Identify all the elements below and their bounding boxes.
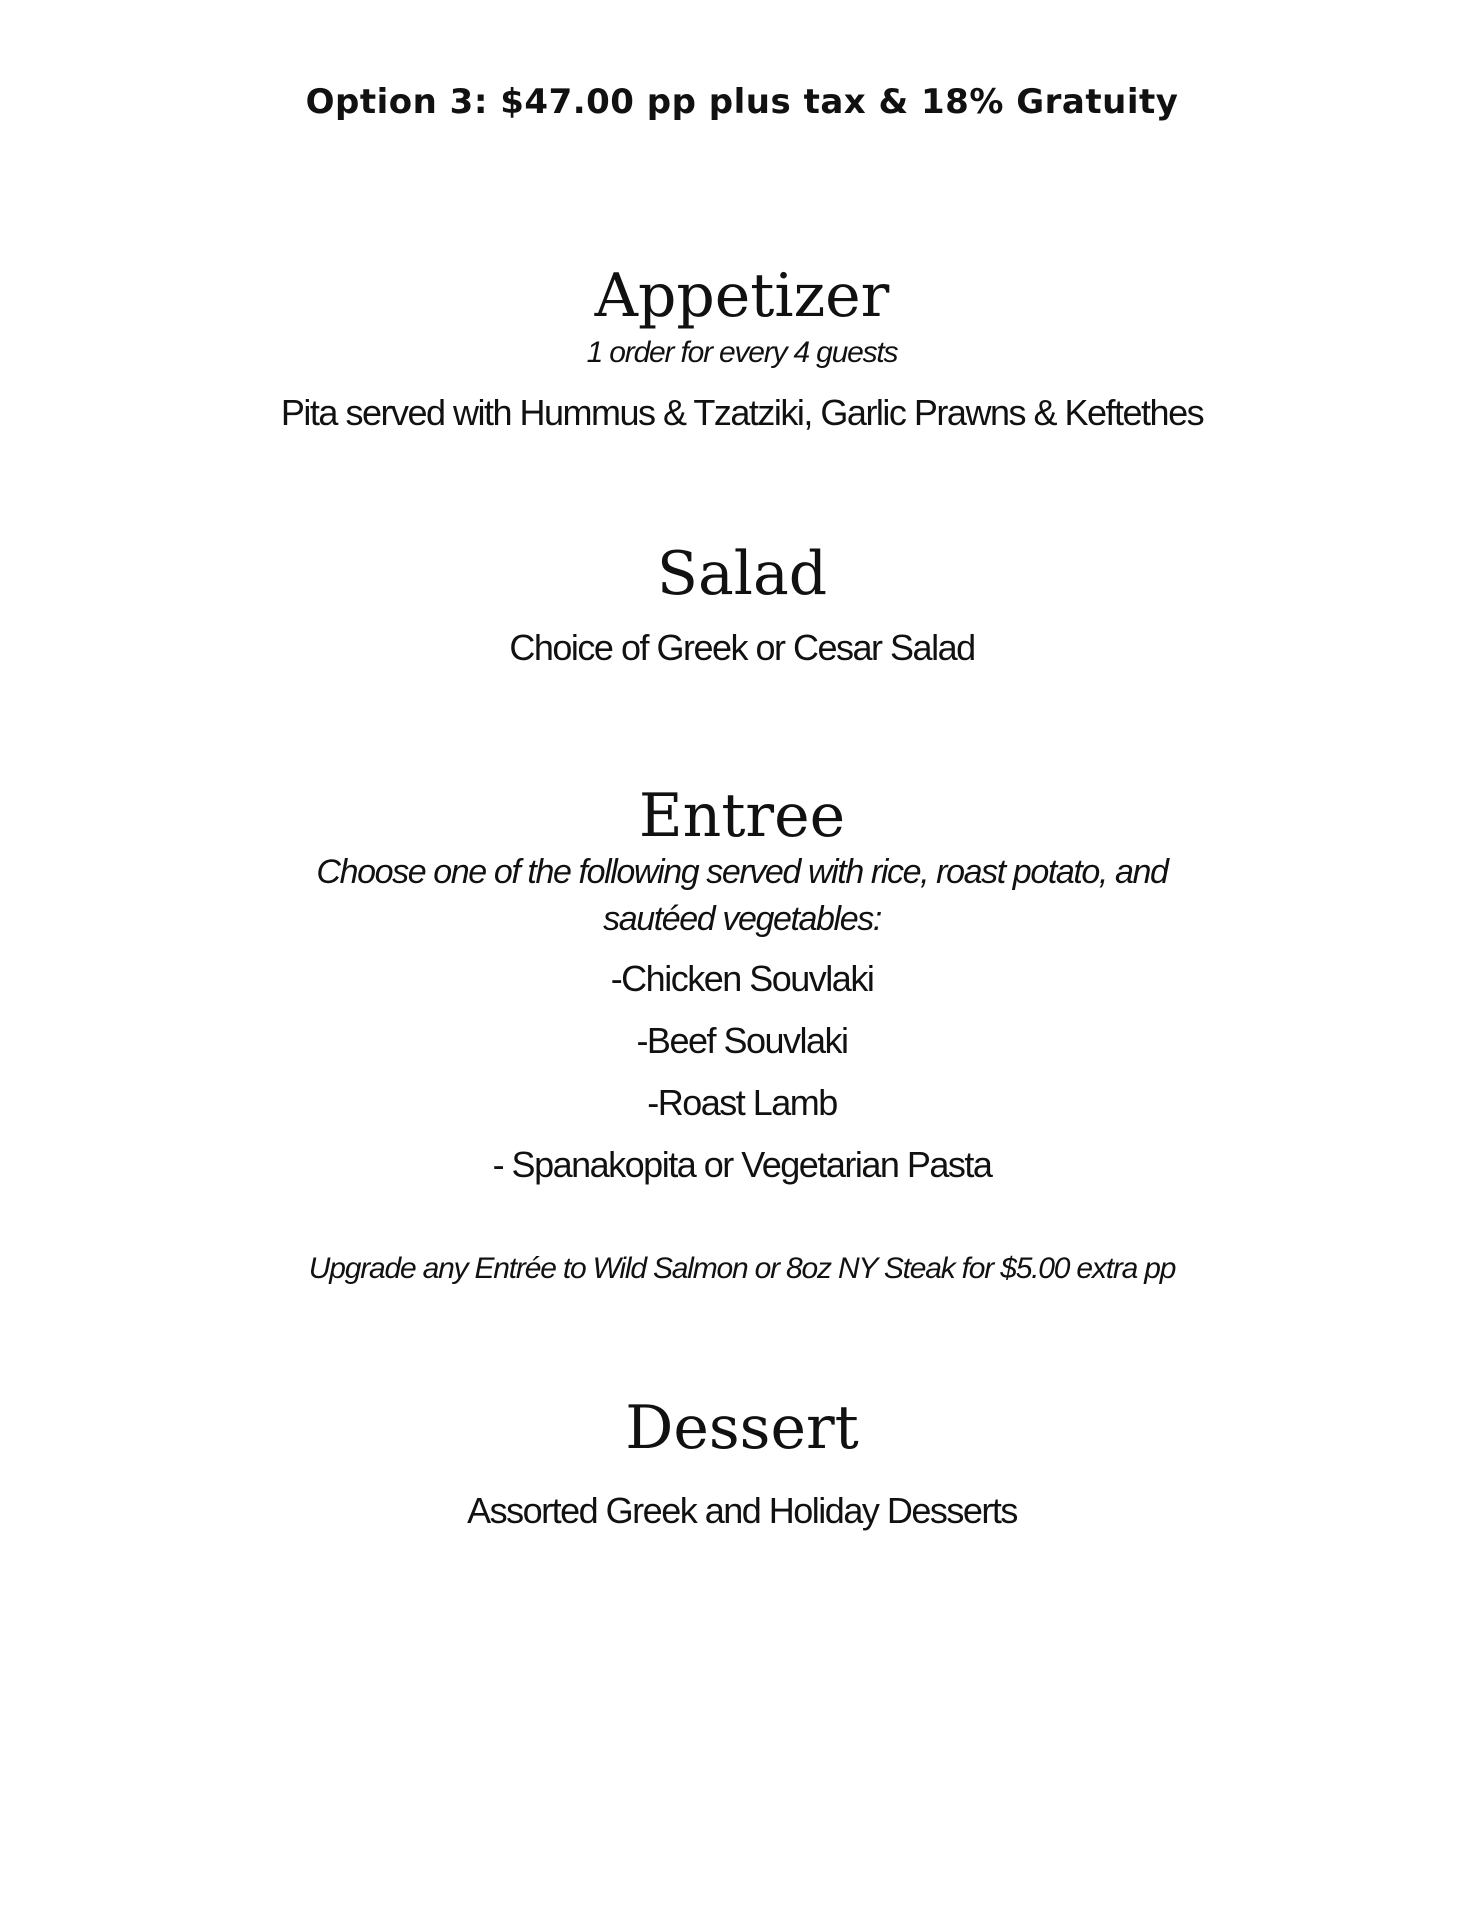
- entree-item-beef-souvlaki: -Beef Souvlaki: [636, 1020, 848, 1061]
- entree-heading: Entree: [638, 781, 846, 851]
- entree-upgrade-note: Upgrade any Entrée to Wild Salmon or 8oz NY Steak for $5.00 extra pp: [308, 1252, 1176, 1285]
- entree-item-roast-lamb: -Roast Lamb: [647, 1082, 837, 1123]
- entree-item-chicken-souvlaki: -Chicken Souvlaki: [610, 958, 874, 999]
- salad-heading: Salad: [656, 539, 828, 609]
- appetizer-heading: Appetizer: [594, 261, 890, 331]
- appetizer-description: Pita served with Hummus & Tzatziki, Garlic Prawns & Keftethes: [280, 392, 1204, 433]
- menu-option-title: Option 3: $47.00 pp plus tax & 18% Gratuity: [305, 82, 1179, 122]
- entree-item-spanakopita-or-pasta: - Spanakopita or Vegetarian Pasta: [492, 1144, 992, 1185]
- entree-description-line-2: sautéed vegetables:: [603, 900, 881, 938]
- entree-description-line-1: Choose one of the following served with rice, roast potato, and: [316, 853, 1168, 891]
- dessert-description: Assorted Greek and Holiday Desserts: [467, 1490, 1017, 1531]
- appetizer-note: 1 order for every 4 guests: [586, 336, 898, 369]
- dessert-heading: Dessert: [625, 1393, 859, 1463]
- salad-description: Choice of Greek or Cesar Salad: [509, 627, 975, 668]
